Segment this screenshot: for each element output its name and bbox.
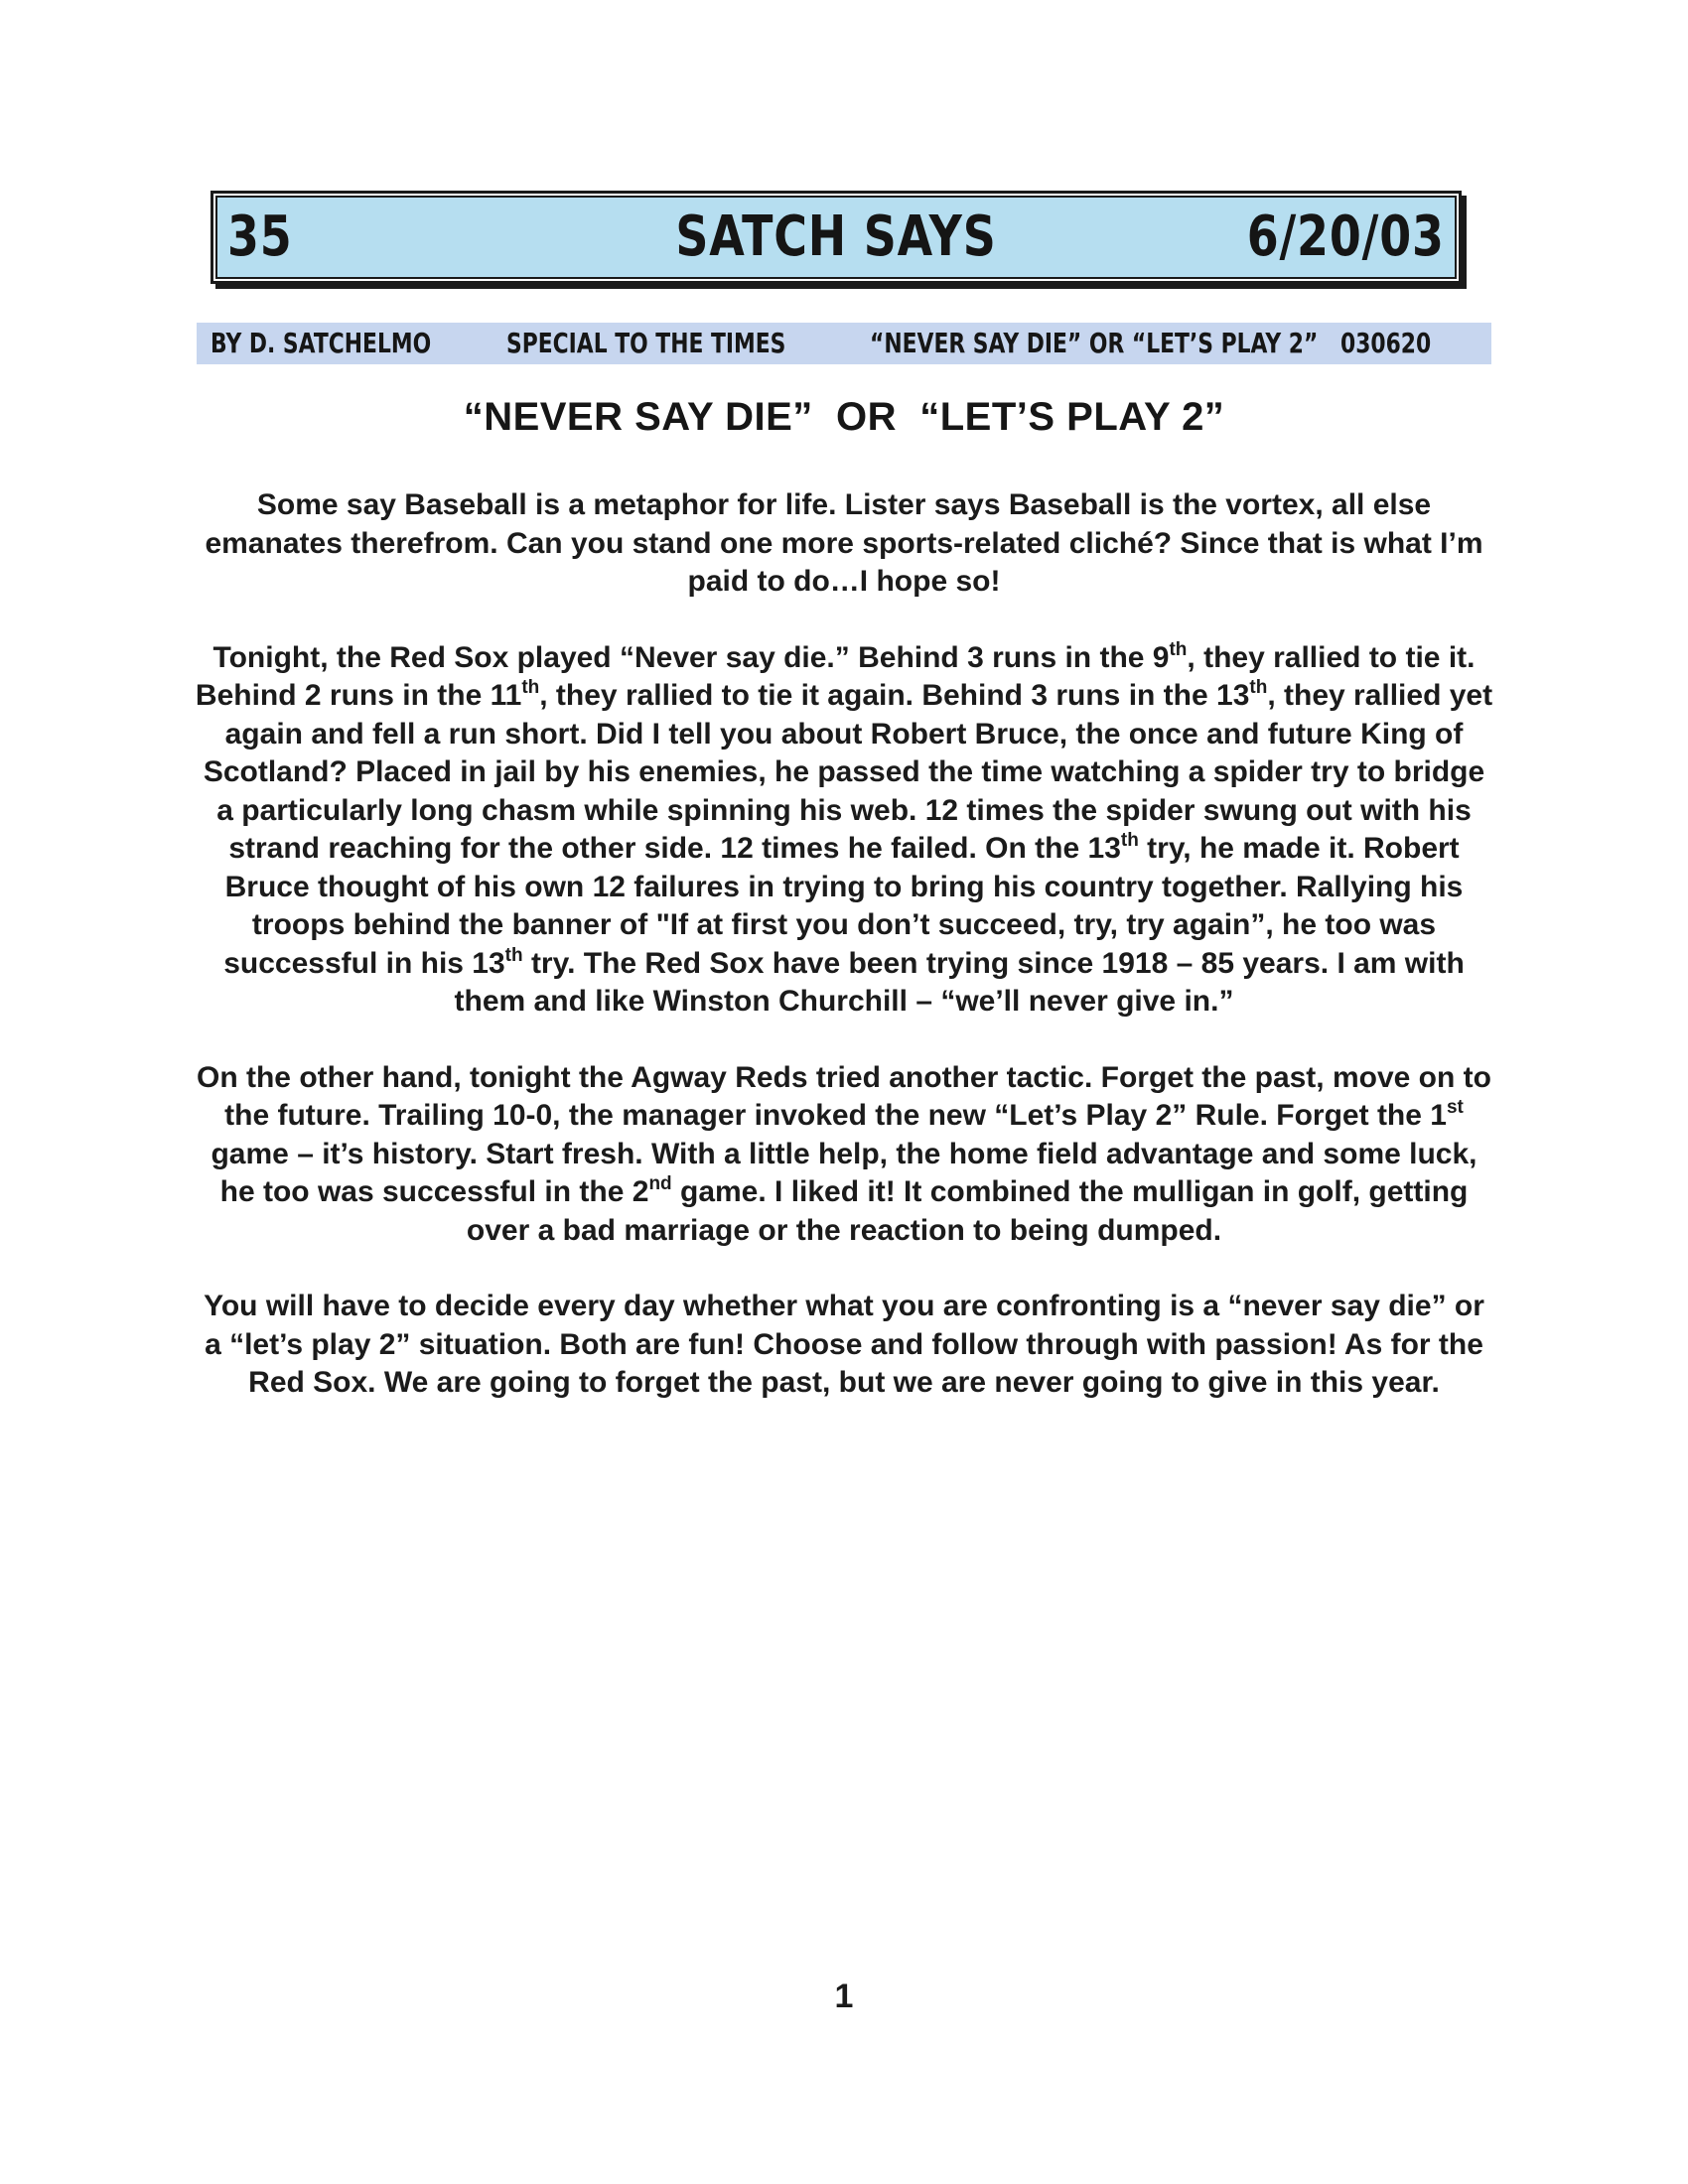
paragraph-4: You will have to decide every day whether what you are confronting is a “never say die” or a “let’s play 2” situation. Both are fun! Choose and follow through with passion! As for the Red Sox. We are going to forget the past, but we are never going to give in this year. [204,1290,1484,1399]
ordinal-suffix: nd [648,1173,672,1194]
paragraph-3-text: game – it’s history. Start fresh. With a little help, the home field advantage and some luck, he too was successful in the 2 [211,1137,1477,1208]
paragraph-2-text: , they rallied to tie it. Behind 2 runs in the 11 [195,640,1476,712]
ordinal-suffix: st [1446,1097,1464,1118]
paragraph-2-text: try. The Red Sox have been trying since 1918 – 85 years. I am with them and like Winston Churchill – “we’ll never give in.” [454,946,1465,1018]
paragraph-2-text: try, he made it. Robert Bruce thought of his own 12 failures in trying to bring his country together. Rallying his troops behind the banner of "If at first you don’t succeed, try, try again”, he too was successful in his 13 [223,832,1464,980]
article-body [195,486,1493,1403]
article-headline: “NEVER SAY DIE” OR “LET’S PLAY 2” [463,395,1225,439]
ordinal-suffix: th [504,944,523,966]
issue-number: 35 [227,205,293,269]
masthead-banner [211,191,1462,284]
paragraph-3 [195,1059,1493,1251]
ordinal-suffix: th [1120,830,1139,851]
byline-section: SPECIAL TO THE TIMES [506,327,786,359]
paragraph-2-text: , they rallied yet again and fell a run short. Did I tell you about Robert Bruce, the once and future King of Scotland? Placed in jail by his enemies, he passed the time watching a spider try to bridge a particularly long chasm while spinning his web. 12 times the spider swung out with his strand reaching for the other side. 12 times he failed. On the 13 [203,679,1493,865]
page-number: 1 [834,1978,854,2015]
byline-column-title: “NEVER SAY DIE” OR “LET’S PLAY 2” [870,327,1319,359]
ordinal-suffix: th [1249,677,1268,698]
byline-author: BY D. SATCHELMO [211,327,432,359]
paragraph-1: Some say Baseball is a metaphor for life. Lister says Baseball is the vortex, all else emanates therefrom. Can you stand one more sports-related cliché? Since that is what I’m paid to do…I hope so! [205,488,1483,598]
paragraph-3-text: On the other hand, tonight the Agway Reds tried another tactic. Forget the past, move on to the future. Trailing 10-0, the manager invoked the new “Let’s Play 2” Rule. Forget the 1 [197,1060,1491,1132]
paragraph-3-text: game. I liked it! It combined the mulligan in golf, getting over a bad marriage or the reaction to being dumped. [466,1175,1469,1247]
paragraph-2 [195,639,1493,1022]
column-name: SATCH SAYS [675,205,997,269]
paragraph-2-text: Tonight, the Red Sox played “Never say die.” Behind 3 runs in the 9 [212,640,1170,674]
paragraph-2-text: , they rallied to tie it again. Behind 3 runs in the 13 [539,679,1250,712]
ordinal-suffix: th [521,677,540,698]
issue-date: 6/20/03 [1246,205,1445,269]
ordinal-suffix: th [1169,638,1188,660]
byline-code: 030620 [1340,327,1432,359]
byline-bar [197,323,1491,364]
